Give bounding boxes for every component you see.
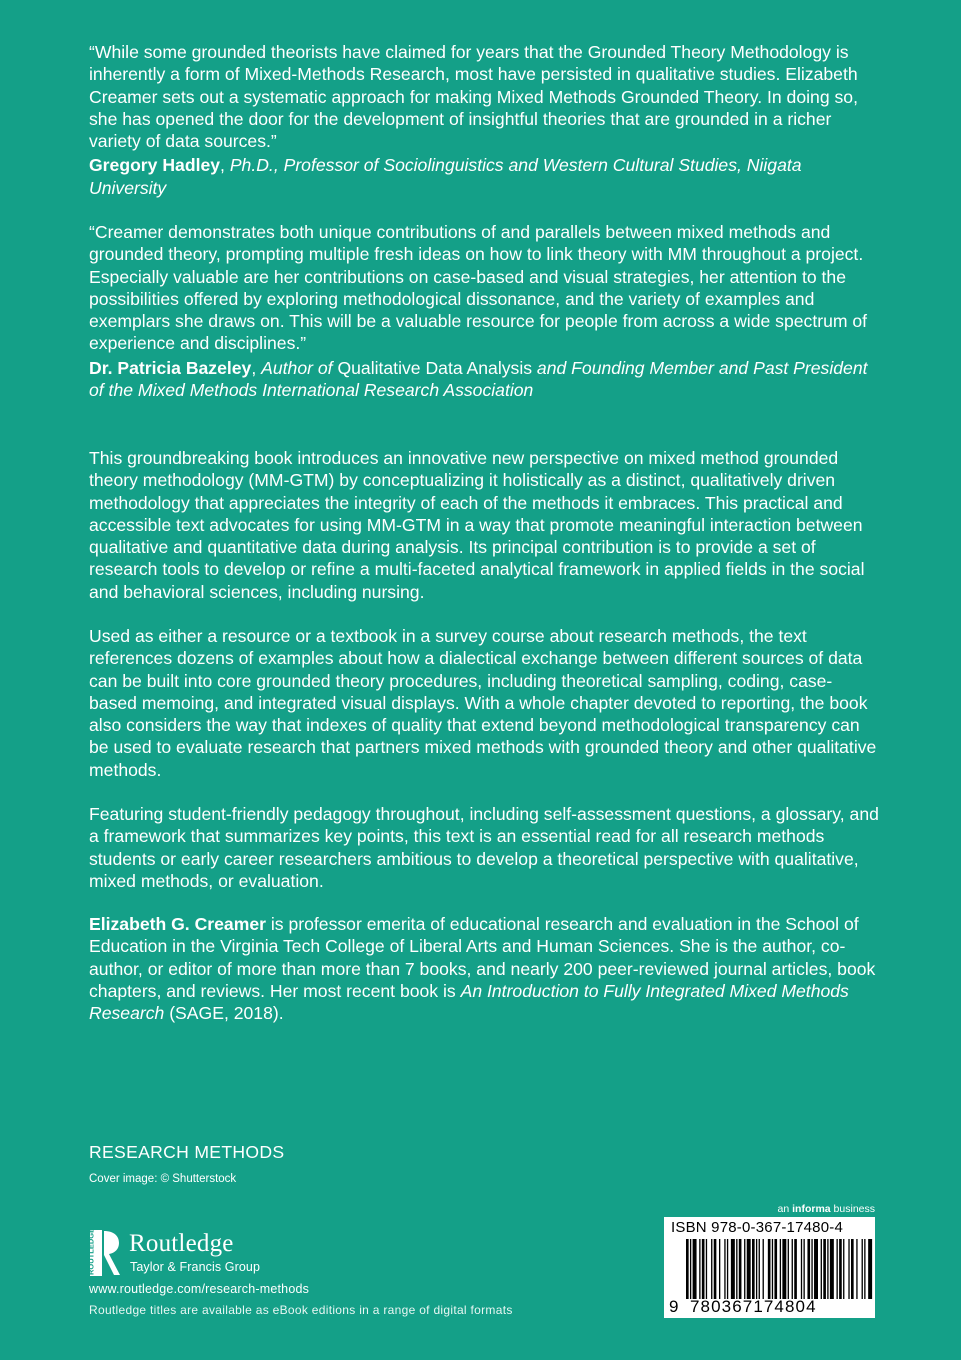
description-paragraph-2: Used as either a resource or a textbook in a survey course about research methods, the text references dozens of examples about how a dialectical exchange between different sources of data can be built into core grounded theory procedures, including theoretical sampling, coding, case-based memoing, and integrated visual displays. With a whole chapter devoted to reporting, the book also considers the way that indexes of quality that extend beyond methodological transparency can be used to evaluate research that partners mixed methods with grounded theory and other qualitative methods. [89, 626, 877, 780]
attribution-separator: , [220, 155, 230, 176]
isbn-barcode [664, 1217, 875, 1318]
author-recent-book: An Introduction to Fully Integrated Mixed Methods Research [89, 980, 849, 1024]
description-paragraph-1: This groundbreaking book introduces an innovative new perspective on mixed method grounded theory methodology (MM-GTM) by conceptualizing it holistically as a distinct, qualitatively driven methodology that appreciates the integrity of each of the methods it embraces. This practical and accessible text advocates for using MM-GTM in a way that promote meaningful interaction between qualitative and quantitative data during analysis. Its principal contribution is to provide a set of research tools to develop or refine a multi-faceted analytical framework in applied fields in the social and behavioral sciences, including nursing. [89, 448, 865, 602]
barcode-bar [759, 1239, 760, 1299]
barcode-bars-icon [686, 1239, 870, 1299]
barcode-bar [827, 1239, 828, 1299]
cover-credit: Cover image: © Shutterstock [89, 1173, 237, 1185]
endorser-name: Gregory Hadley [89, 155, 221, 176]
barcode-bar [756, 1239, 757, 1299]
barcode-bar [744, 1239, 745, 1299]
publisher-group: Taylor & Francis Group [130, 1260, 261, 1274]
barcode-bar [702, 1239, 705, 1299]
barcode-bar [706, 1239, 707, 1299]
endorsement-attribution [89, 357, 879, 402]
author-bio-text: is professor emerita of educational research and evaluation in the School of Education in the Virginia Tech College of Liberal Arts and Human Sciences. She is the author, co-author, or editor of more than more than 7 books, and nearly 200 peer-reviewed journal articles, book chapters, and reviews. Her most recent book is [89, 914, 876, 1001]
barcode-bar [814, 1239, 818, 1299]
author-bio-tail: (SAGE, 2018). [164, 1003, 284, 1024]
barcode-bar [823, 1239, 826, 1299]
barcode-bar [768, 1239, 771, 1299]
barcode-bar [727, 1239, 728, 1299]
barcode-bar [774, 1239, 777, 1299]
informa-suffix: business [830, 1203, 875, 1215]
endorser-credentials-b: and Founding Member and Past President of the Mixed Methods International Research Association [89, 357, 868, 401]
description-paragraph-3: Featuring student-friendly pedagogy throughout, including self-assessment questions, a glossary, and a framework that summarizes key points, this text is an essential read for all research methods students or early career researchers ambitious to develop a theoretical perspective with qualitative, mixed methods, or evaluation. [89, 804, 879, 891]
author-bio [89, 913, 879, 1024]
barcode-bar [747, 1239, 751, 1299]
barcode-bar [836, 1239, 837, 1299]
barcode-bar [821, 1239, 822, 1299]
publisher-website[interactable]: www.routledge.com/research-methods [89, 1282, 310, 1296]
barcode-bar [719, 1239, 720, 1299]
endorsement-quote: “Creamer demonstrates both unique contributions of and parallels between mixed methods and grounded theory, prompting multiple fresh ideas on how to link theory with MM throughout a project. Especially valuable are her contributions on case-based and visual strategies, her attention to the possibilities offered by exploring methodological dissonance, and the variety of examples and exemplars she draws on. This will be a valuable resource for people from across a wide spectrum of experience and disciplines.” [89, 222, 868, 354]
barcode-first-digit: 9 [669, 1297, 679, 1316]
barcode-bar [807, 1239, 810, 1299]
barcode-bar [731, 1239, 735, 1299]
barcode-bar [851, 1239, 854, 1299]
barcode-bar [763, 1239, 764, 1299]
attribution-separator: , [251, 357, 262, 378]
barcode-bar [739, 1239, 742, 1299]
routledge-mark-icon [86, 1227, 121, 1277]
endorsement-attribution [89, 154, 879, 199]
barcode-bar [772, 1239, 773, 1299]
endorser-name: Dr. Patricia Bazeley [89, 357, 252, 378]
barcode-bar [839, 1239, 842, 1299]
barcode-bar [699, 1239, 700, 1299]
ebook-note: Routledge titles are available as eBook editions in a range of digital formats [89, 1303, 513, 1317]
barcode-bar [714, 1239, 717, 1299]
barcode-bar [792, 1239, 793, 1299]
barcode-bar [856, 1239, 857, 1299]
barcode-digits: 780367174804 [690, 1297, 817, 1316]
endorser-book-title: Qualitative Data Analysis [337, 357, 533, 378]
barcode-bar [794, 1239, 797, 1299]
barcode-bar [864, 1239, 865, 1299]
barcode-bar [736, 1239, 737, 1299]
barcode-bar [686, 1239, 689, 1299]
barcode-bar [690, 1239, 691, 1299]
publisher-name: Routledge [129, 1230, 234, 1257]
endorser-credentials: Ph.D., Professor of Sociolinguistics and Western Cultural Studies, Niigata University [89, 155, 802, 198]
routledge-mark-text: ROUTLEDGE [86, 1227, 96, 1275]
barcode-bar [724, 1239, 725, 1299]
endorser-credentials-a: Author of [261, 357, 338, 378]
barcode-bar [811, 1239, 812, 1299]
barcode-bar [803, 1239, 804, 1299]
endorsement-quote: “While some grounded theorists have claimed for years that the Grounded Theory Methodology is inherently a form of Mixed-Methods Research, most have persisted in qualitative studies. Elizabeth Creamer sets out a systematic approach for making Mixed Methods Grounded Theory. In doing so, she has opened the door for the development of insightful theories that are grounded in a richer variety of data sources.” [89, 42, 858, 152]
barcode-bar [711, 1239, 712, 1299]
routledge-logo [86, 1227, 329, 1277]
endorsement-bazeley [89, 221, 879, 401]
informa-brand: informa [792, 1203, 831, 1215]
author-name: Elizabeth G. Creamer [89, 914, 266, 934]
isbn-label: ISBN 978-0-367-17480-4 [671, 1219, 844, 1236]
barcode-bar [868, 1239, 872, 1299]
barcode-bar [801, 1239, 802, 1299]
barcode-bar [782, 1239, 786, 1299]
barcode-bar [848, 1239, 849, 1299]
barcode-bar [862, 1239, 863, 1299]
informa-tagline [600, 1203, 875, 1215]
subject-category: RESEARCH METHODS [89, 1142, 285, 1162]
barcode-bar [830, 1239, 834, 1299]
informa-prefix: an [777, 1203, 793, 1215]
barcode-bar [780, 1239, 781, 1299]
barcode-bar [788, 1239, 789, 1299]
barcode-bar [843, 1239, 844, 1299]
endorsement-hadley [89, 41, 879, 199]
barcode-bar [693, 1239, 697, 1299]
barcode-bar [752, 1239, 755, 1299]
